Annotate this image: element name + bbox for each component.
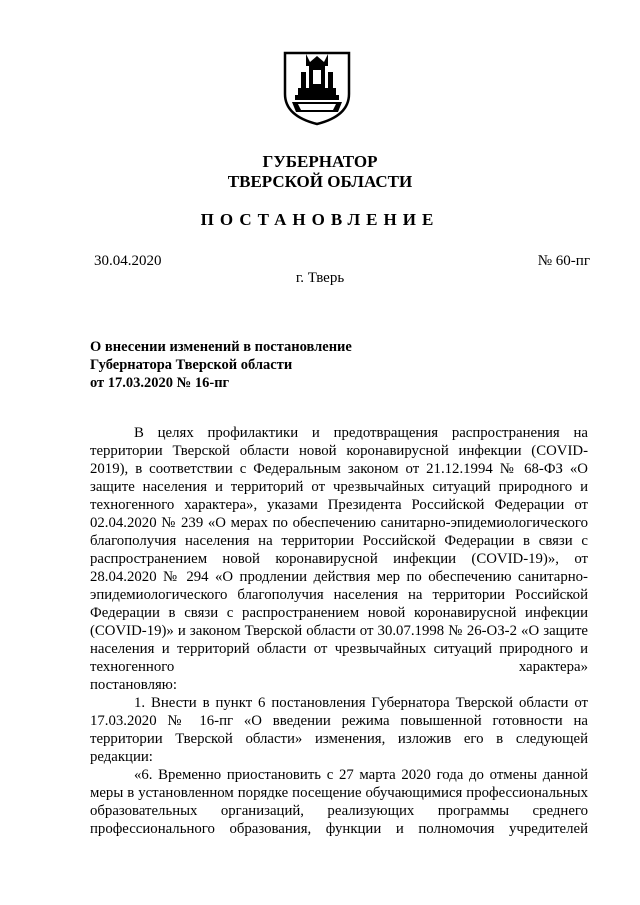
preamble-paragraph: В целях профилактики и предотвращения распространения на территории Тверской области новой коронавирусной инфекции (COVID-2019), в соответствии с Федеральным законом от 21.12.1994 № 68-ФЗ «О защите населения и территорий от чрезвычайных ситуаций природного и техногенного характера», указами Президента Российской Федерации от 02.04.2020 № 239 «О мерах по обеспечению санитарно-эпидемиологического благополучия населения на территории Российской Федерации в связи с распространением новой коронавирусной инфекции (COVID-19)», от 28.04.2020 № 294 «О продлении действия мер по обеспечению санитарно-эпидемиологического благополучия населения на территории Российской Федерации в связи с распространением новой коронавирусной инфекции (COVID-19)» и законом Тверской области от 30.07.1998 № 26-ОЗ-2 «О защите населения и территорий области от чрезвычайных ситуаций природного и техногенного характера»	[90, 425, 588, 675]
tver-coat-of-arms-emblem	[282, 50, 352, 126]
document-subject	[90, 338, 352, 392]
document-city: г. Тверь	[295, 270, 345, 286]
preamble-ending: постановляю:	[90, 677, 177, 693]
issuer-title: ГУБЕРНАТОР	[262, 152, 378, 171]
clause-6-paragraph: «6. Временно приостановить с 27 марта 2020 года до отмены данной меры в установленном порядке посещение обучающимися профессиональных образовательных организаций, реализующих программы среднего профессионального образования, функции и полномочия учредителей	[90, 767, 588, 837]
clause-1-paragraph: 1. Внести в пункт 6 постановления Губернатора Тверской области от 17.03.2020 № 16-пг «О введении режима повышенной готовности на территории Тверской области» изменения, изложив его в следующей редакции:	[90, 695, 588, 765]
document-date: 30.04.2020	[94, 253, 162, 269]
subject-line: Губернатора Тверской области	[90, 357, 293, 373]
document-number: № 60-пг	[537, 253, 590, 269]
subject-line: О внесении изменений в постановление	[90, 339, 352, 355]
subject-line: от 17.03.2020 № 16-пг	[90, 375, 230, 391]
document-type: ПОСТАНОВЛЕНИЕ	[200, 210, 440, 229]
issuer-region: ТВЕРСКОЙ ОБЛАСТИ	[227, 172, 413, 191]
document-body	[90, 424, 588, 838]
